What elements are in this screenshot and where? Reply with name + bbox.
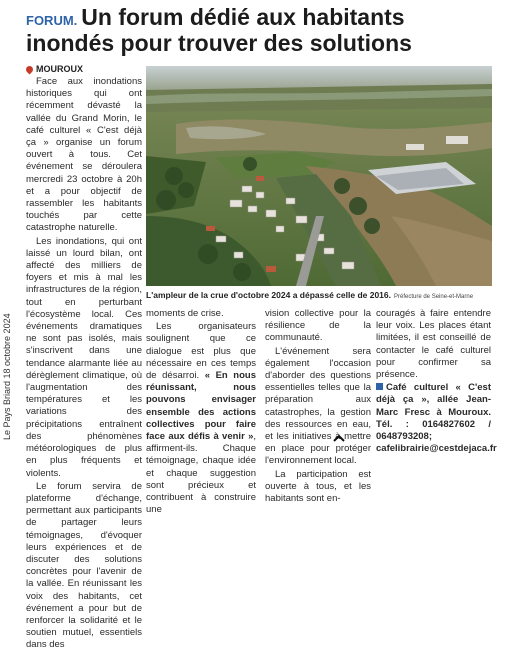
article-column-4 bbox=[376, 308, 497, 455]
location-name: MOUROUX bbox=[36, 64, 83, 74]
location-line bbox=[26, 64, 83, 74]
publication-credit-text: Le Pays Briard 18 octobre 2024 bbox=[2, 313, 12, 440]
flood-aerial-photo bbox=[146, 66, 492, 286]
headline-kicker: FORUM. bbox=[26, 13, 78, 28]
map-pin-icon bbox=[25, 65, 35, 75]
col1-paragraph-3: Le forum servira de plateforme d'échange, permettant aux participants de partager leurs témoignages, d'évoquer leurs expériences et de discuter des solutions concrètes pour l'avenir de la vallée. En réunissant les voix des habitants, cet événement a pour but de renforcer la solidarité et le soutien mutuel, essentiels dans des bbox=[26, 480, 142, 651]
chevron-up-icon[interactable] bbox=[332, 432, 346, 444]
col2-paragraph-2-start: Les organisateurs soulignent que ce dialogue est plus que nécessaire en ces temps de désarroi. bbox=[146, 321, 256, 382]
contact-info bbox=[376, 382, 497, 455]
photo-credit: Préfecture de Seine-et-Marne bbox=[394, 294, 474, 300]
organizers-quote: « En nous réunissant, nous pouvons envisager ensemble des actions collectives pour faire face aux défis à venir » bbox=[146, 370, 256, 443]
headline-title: Un forum dédié aux habitants inondés pour trouver des solutions bbox=[26, 4, 412, 56]
col3-paragraph-2: L'événement sera également l'occasion d'aborder des questions essentielles telles que la préparation aux catastrophes, la gestion des ressources en eau, et les initiatives à mettre en place pour protéger l'environnement local. bbox=[265, 345, 371, 467]
col2-paragraph-1: moments de crise. bbox=[146, 308, 224, 319]
col2-paragraph-2-end: , affirment-ils. Chaque témoignage, chaque idée et chaque suggestion sont précieux et contribuent à construire une bbox=[146, 431, 256, 516]
flood-aerial-photo-image bbox=[146, 66, 492, 286]
contact-text: Café culturel « C'est déjà ça », allée Jean-Marc Fresc à Mouroux. Tél. : 0164827602 / 0648793208; cafelibrairie@cestdejaca.fr bbox=[376, 382, 497, 455]
article-column-3 bbox=[265, 308, 371, 505]
publication-credit bbox=[2, 255, 16, 440]
col4-paragraph-1: couragés à faire entendre leur voix. Les places étant limitées, il est conseillé de contacter le café culturel pour confirmer sa présence. bbox=[376, 308, 491, 381]
col3-paragraph-3: La participation est ouverte à tous, et les habitants sont en- bbox=[265, 468, 371, 505]
article-column-2 bbox=[146, 308, 256, 516]
square-bullet-icon bbox=[376, 383, 383, 390]
article-column-1 bbox=[26, 76, 142, 652]
col1-paragraph-2: Les inondations, qui ont laissé un lourd bilan, ont affecté des milliers de foyers et mis à mal les infrastructures de la région, tout en perturbant l'écosystème local. Ces événements dramatiques ne sont pas isolés, mais s'inscrivent dans une tendance alarmante liée au dérèglement climatique, où l'augmentation des températures et les variations des précipitations entraînent des phénomènes météorologiques de plus en plus fréquents et violents. bbox=[26, 235, 142, 479]
photo-caption-text: L'ampleur de la crue d'octobre 2024 a dépassé celle de 2016. bbox=[146, 290, 391, 300]
col2-paragraph-2 bbox=[146, 321, 256, 516]
col1-paragraph-1: Face aux inondations historiques qui ont récemment dévasté la vallée du Grand Morin, le café culturel « C'est déjà ça » organise un forum ouvert à tous. Cet événement se déroulera mercredi 23 octobre à 20h et a pour objectif de rassembler les habitants touchés par cette catastrophe naturelle. bbox=[26, 76, 142, 234]
col3-paragraph-1: vision collective pour la résilience de la communauté. bbox=[265, 308, 371, 344]
article-headline bbox=[26, 6, 466, 58]
photo-caption bbox=[146, 290, 492, 300]
